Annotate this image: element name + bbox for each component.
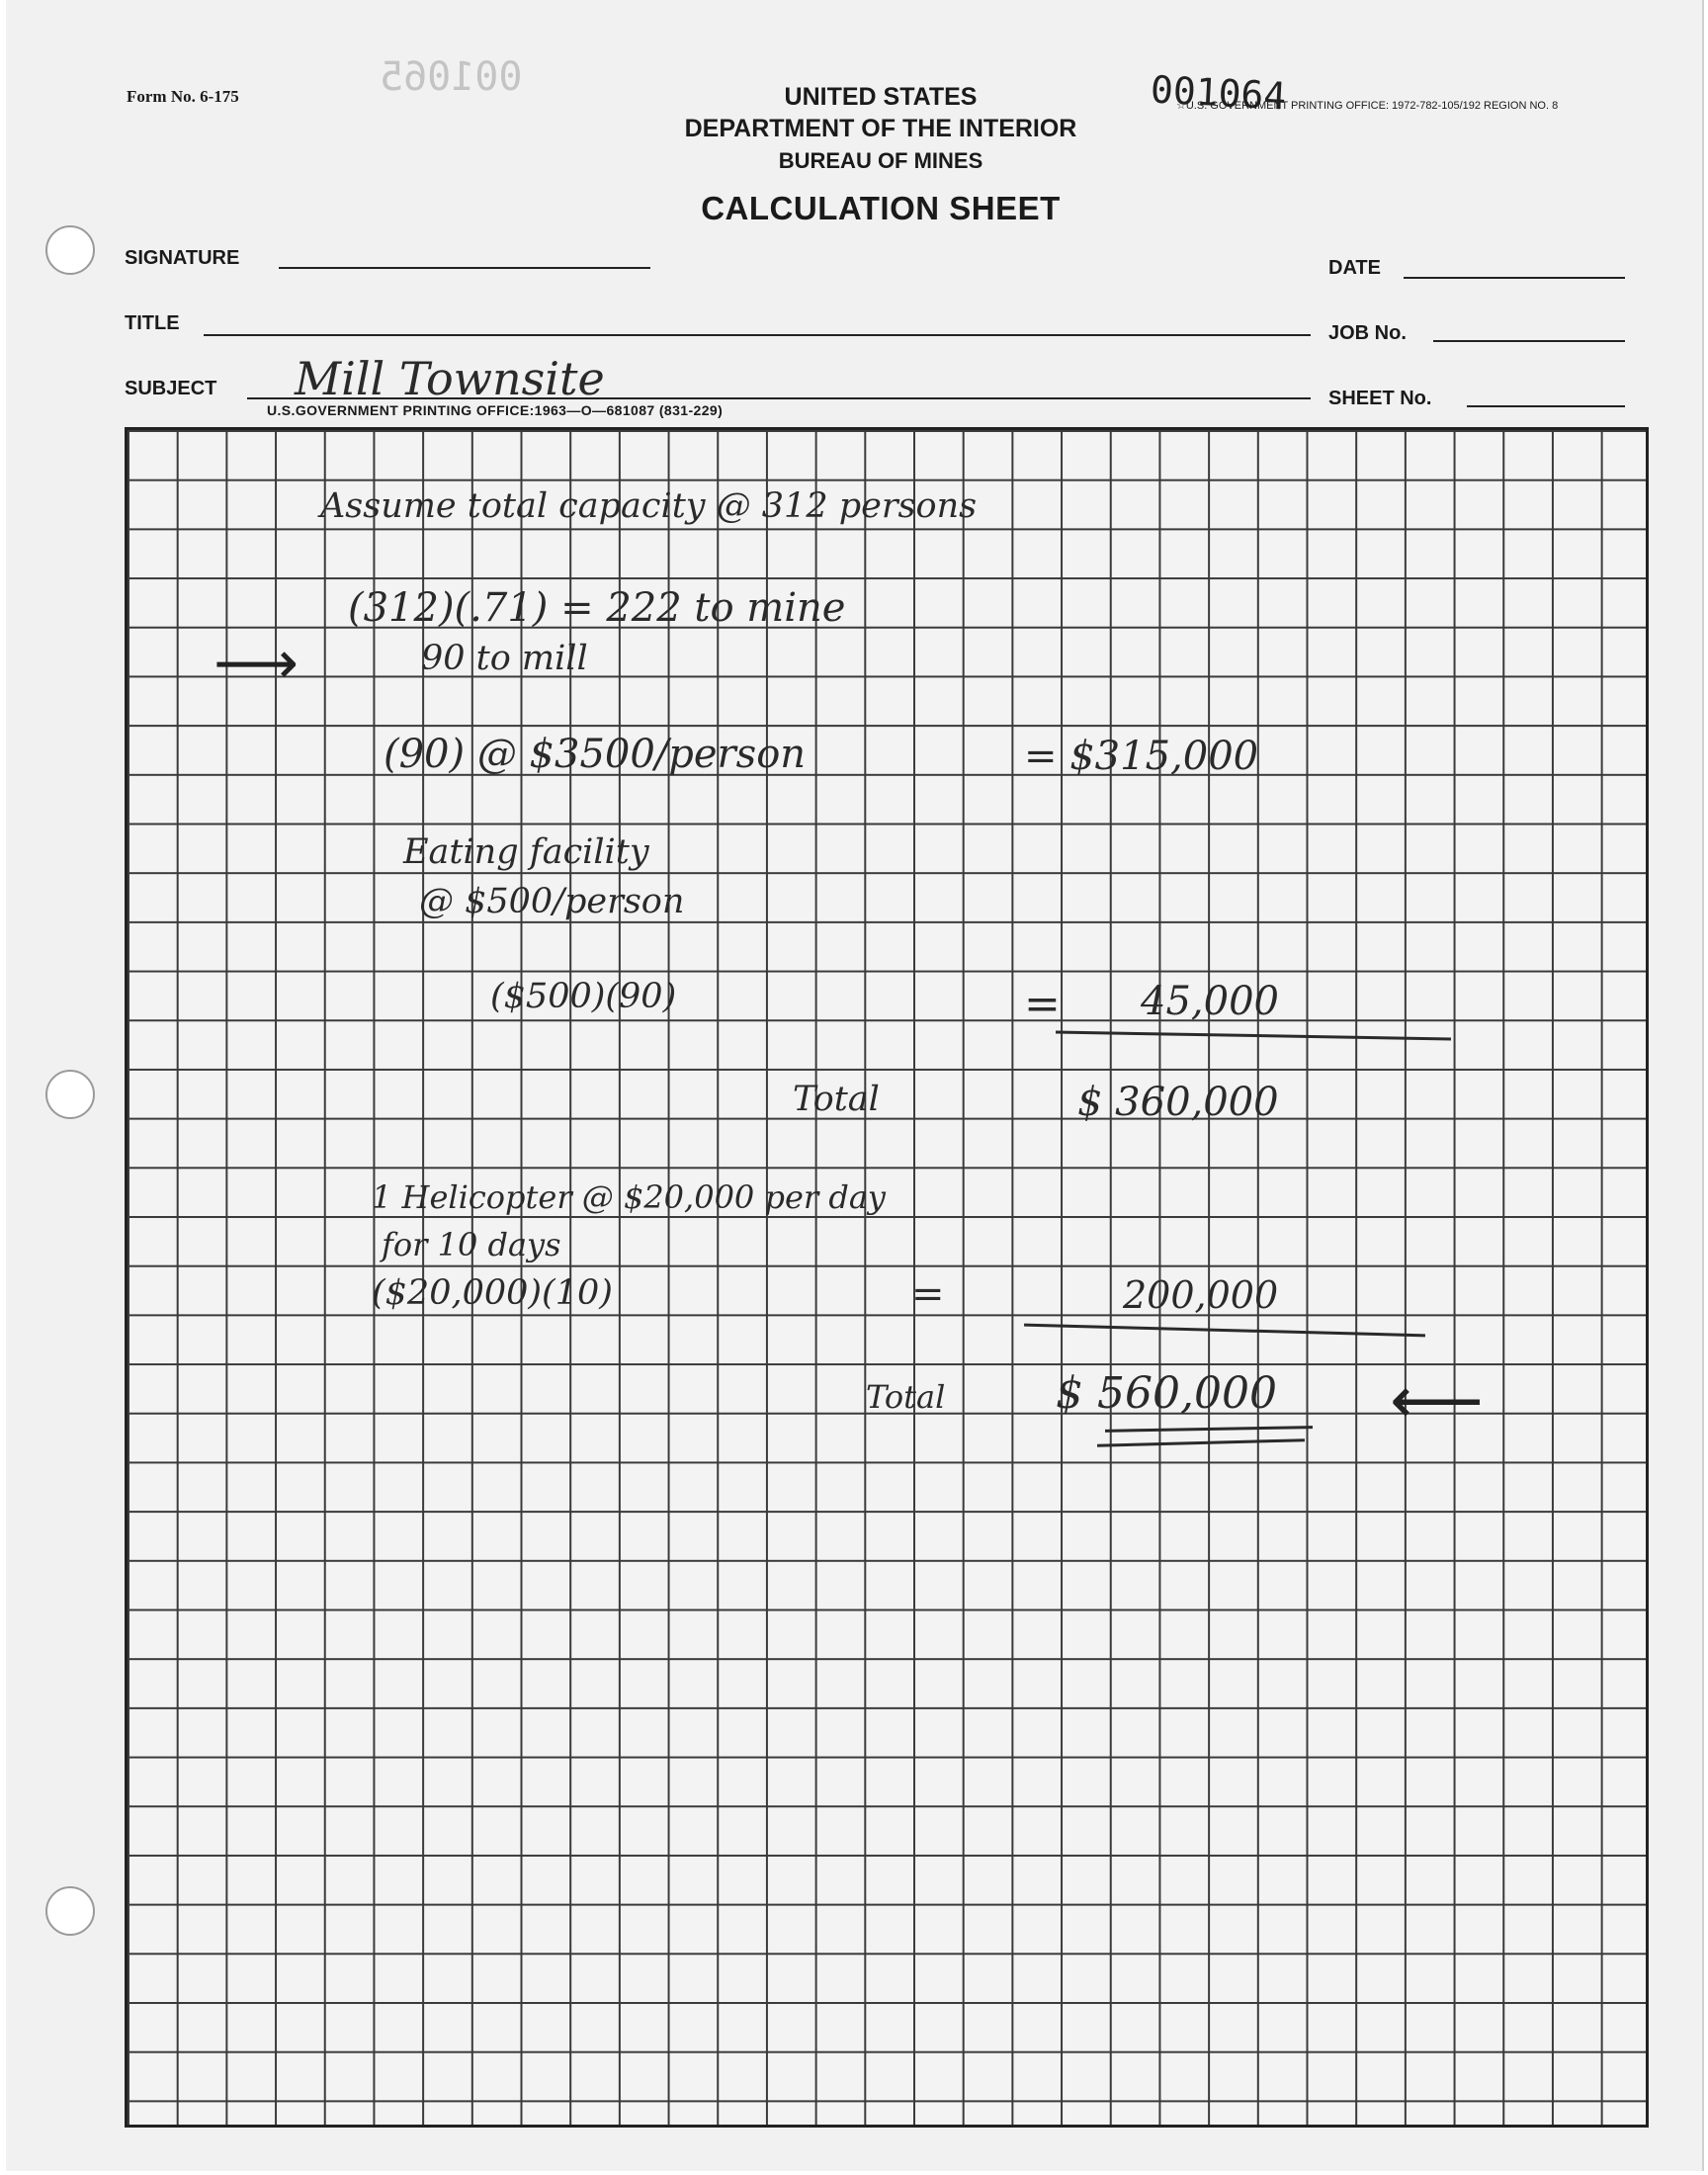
punch-hole-top (45, 225, 95, 275)
subject-label: SUBJECT (125, 378, 217, 399)
signature-label: SIGNATURE (125, 247, 240, 269)
subject-value: Mill Townsite (295, 352, 605, 405)
punch-hole-middle (45, 1070, 95, 1119)
total-value-1: $ 360,000 (1077, 1080, 1279, 1125)
form-number: Form No. 6-175 (127, 87, 239, 106)
eating-facility-rate: @ $500/person (419, 882, 685, 921)
eating-facility-calculation: ($500)(90) (490, 977, 677, 1016)
eating-facility-heading: Eating facility (403, 832, 649, 872)
graph-grid (125, 427, 1649, 2128)
sheet-number-line (1467, 405, 1625, 407)
bleed-through-number: 001065 (380, 54, 523, 100)
arrow-left-icon: ⟵ (1390, 1362, 1484, 1438)
header-country: UNITED STATES (784, 83, 978, 111)
grand-total-label: Total (866, 1378, 946, 1416)
job-number-label: JOB No. (1328, 322, 1407, 344)
title-line (204, 334, 1311, 336)
punch-hole-bottom (45, 1886, 95, 1936)
helicopter-rate: 1 Helicopter @ $20,000 per day (372, 1178, 886, 1216)
mine-allocation: (312)(.71) = 222 to mine (348, 585, 846, 631)
helicopter-duration: for 10 days (382, 1226, 561, 1263)
header-department: DEPARTMENT OF THE INTERIOR (684, 115, 1077, 142)
equals-sign-1: = (1024, 979, 1061, 1029)
capacity-assumption: Assume total capacity @ 312 persons (320, 486, 978, 526)
eating-facility-cost: 45,000 (1141, 979, 1279, 1024)
gpo-imprint-bottom: U.S.GOVERNMENT PRINTING OFFICE:1963—O—681087 (831-229) (267, 402, 724, 418)
date-label: DATE (1328, 257, 1381, 279)
calculation-sheet (6, 0, 1704, 2171)
equals-sign-2: = (911, 1271, 945, 1317)
header-bureau: BUREAU OF MINES (778, 148, 983, 173)
helicopter-cost: 200,000 (1123, 1273, 1279, 1317)
gpo-imprint-top: ☆U.S. GOVERNMENT PRINTING OFFICE: 1972-782-105/192 REGION NO. 8 (1176, 100, 1559, 112)
page-title: CALCULATION SHEET (701, 190, 1061, 226)
date-line (1404, 277, 1625, 279)
job-number-line (1433, 340, 1625, 342)
title-label: TITLE (125, 312, 180, 334)
arrow-right-icon: ⟶ (214, 629, 299, 698)
housing-cost: = $315,000 (1024, 734, 1259, 779)
signature-line (279, 267, 650, 269)
helicopter-calculation: ($20,000)(10) (372, 1273, 613, 1313)
total-label-1: Total (793, 1080, 880, 1119)
mill-allocation: 90 to mill (421, 639, 588, 678)
housing-calculation: (90) @ $3500/person (384, 732, 807, 777)
grand-total-value: $ 560,000 (1056, 1368, 1277, 1419)
document-number-stamp: 001064 (1149, 67, 1288, 119)
sheet-number-label: SHEET No. (1328, 388, 1432, 409)
